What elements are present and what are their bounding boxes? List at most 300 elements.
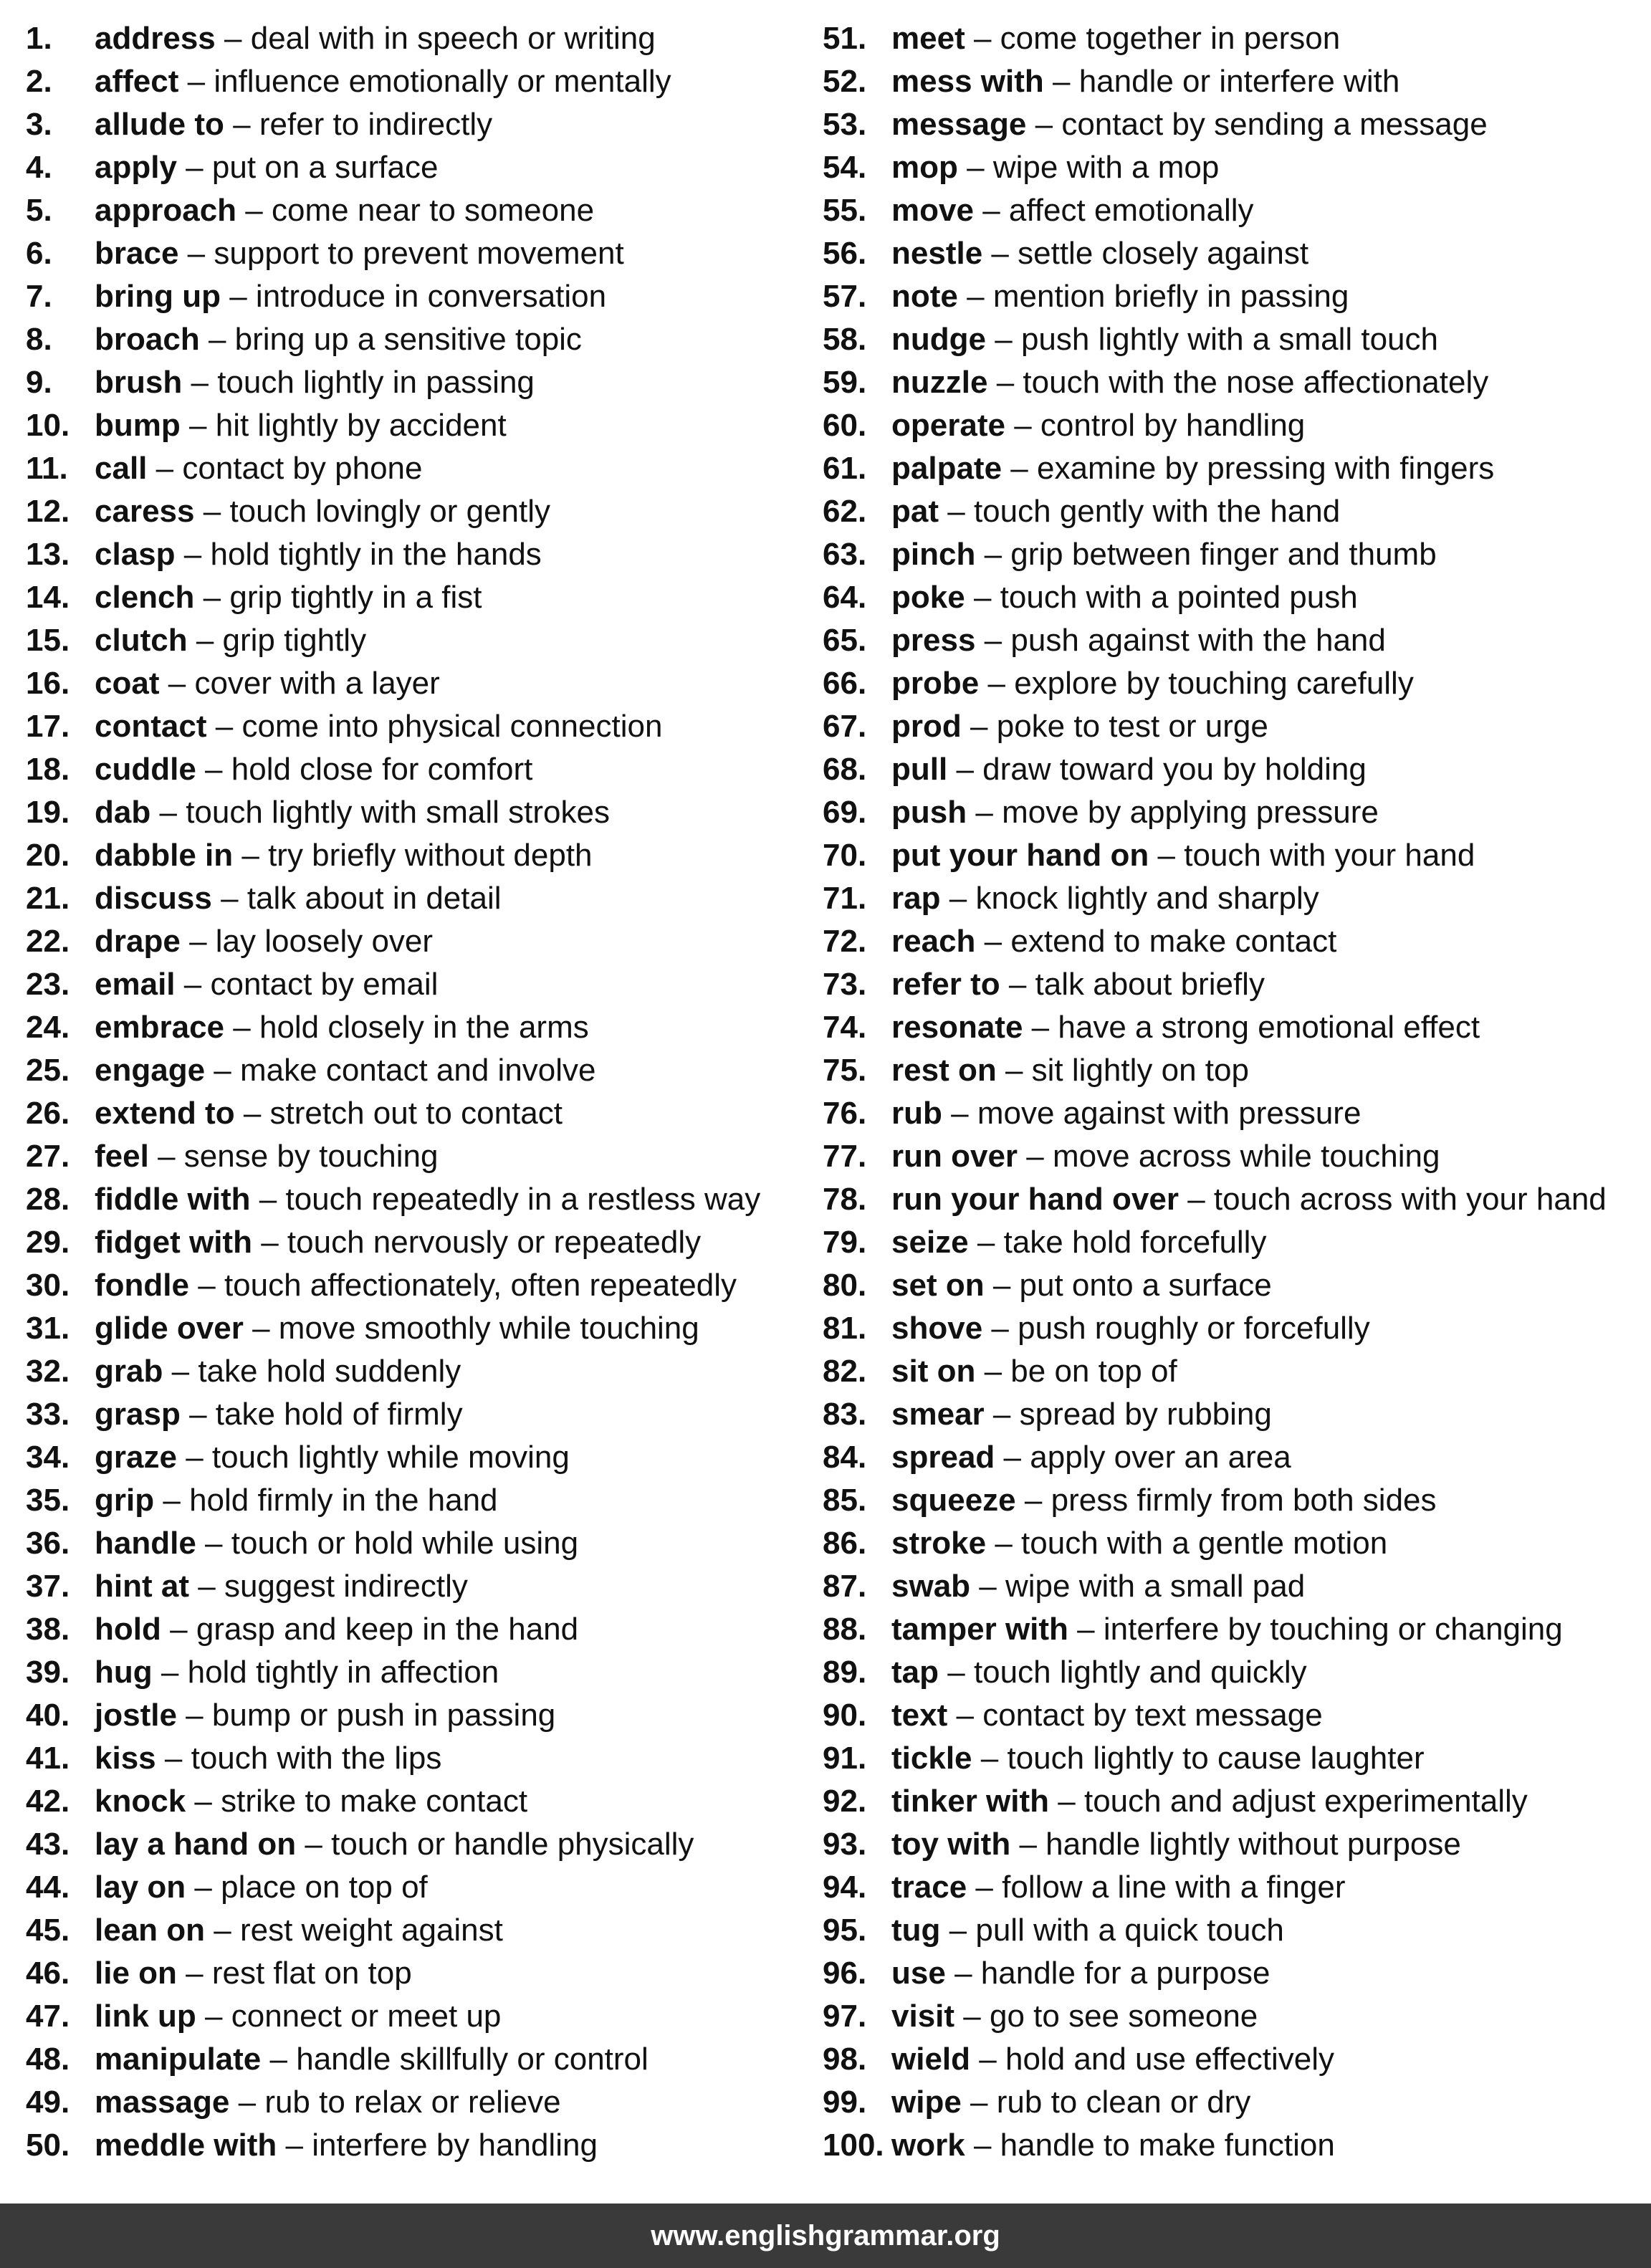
item-separator: – <box>956 1698 974 1733</box>
item-definition: touch affectionately, often repeatedly <box>224 1268 737 1303</box>
item-term: grab <box>95 1354 163 1389</box>
item-definition: come near to someone <box>272 193 595 228</box>
item-term: operate <box>891 408 1005 443</box>
item-number: 27. <box>26 1139 70 1174</box>
item-text <box>95 1866 428 1909</box>
item-term: nuzzle <box>891 365 988 400</box>
item-term: resonate <box>891 1010 1023 1045</box>
item-term: call <box>95 451 148 486</box>
item-separator: – <box>979 1569 997 1604</box>
item-number: 77. <box>823 1139 867 1174</box>
item-separator: – <box>984 537 1002 572</box>
item-separator: – <box>189 408 207 443</box>
item-term: bring up <box>95 279 221 314</box>
item-text <box>95 146 438 189</box>
item-separator: – <box>241 838 259 873</box>
item-separator: – <box>996 365 1015 400</box>
item-separator: – <box>205 752 223 787</box>
item-term: trace <box>891 1870 967 1905</box>
item-number: 53. <box>823 107 867 142</box>
item-term: apply <box>95 150 177 185</box>
item-text <box>95 1436 570 1479</box>
list-item <box>823 748 1640 791</box>
item-definition: wipe with a mop <box>992 150 1220 185</box>
item-separator: – <box>1031 1010 1050 1045</box>
item-definition: bring up a sensitive topic <box>234 322 582 357</box>
item-number: 96. <box>823 1956 867 1991</box>
item-term: use <box>891 1956 946 1991</box>
item-text <box>95 877 502 920</box>
item-term: hint at <box>95 1569 189 1604</box>
item-text <box>95 1393 463 1436</box>
item-text <box>95 920 433 963</box>
item-term: pull <box>891 752 948 787</box>
item-separator: – <box>171 1354 190 1389</box>
item-number: 48. <box>26 2042 70 2077</box>
item-definition: poke to test or urge <box>996 709 1268 744</box>
item-term: swab <box>891 1569 971 1604</box>
item-number: 81. <box>823 1311 867 1346</box>
item-term: manipulate <box>95 2042 262 2077</box>
list-item <box>26 533 814 576</box>
item-definition: take hold forcefully <box>1003 1225 1267 1260</box>
item-definition: go to see someone <box>990 1999 1258 2034</box>
list-item <box>823 189 1640 232</box>
item-definition: talk about in detail <box>247 881 502 916</box>
item-number: 56. <box>823 236 867 271</box>
item-separator: – <box>164 1741 183 1776</box>
item-number: 43. <box>26 1827 70 1862</box>
list-item <box>26 877 814 920</box>
item-separator: – <box>967 279 985 314</box>
item-definition: push roughly or forcefully <box>1018 1311 1370 1346</box>
item-term: run over <box>891 1139 1018 1174</box>
list-item <box>26 2124 814 2167</box>
list-item <box>823 533 1640 576</box>
item-definition: explore by touching carefully <box>1014 666 1414 701</box>
item-separator: – <box>947 1655 965 1690</box>
item-definition: sit lightly on top <box>1031 1053 1249 1088</box>
item-text <box>95 2124 598 2167</box>
item-definition: touch with a gentle motion <box>1021 1526 1388 1561</box>
item-text <box>891 533 1437 576</box>
list-item <box>26 1565 814 1608</box>
list-item <box>823 275 1640 318</box>
item-term: lie on <box>95 1956 177 1991</box>
item-separator: – <box>980 1741 999 1776</box>
list-item <box>823 146 1640 189</box>
item-term: grasp <box>95 1397 181 1432</box>
list-item <box>26 1737 814 1780</box>
item-text <box>95 1909 503 1952</box>
item-definition: touch with the lips <box>191 1741 442 1776</box>
item-text <box>95 1092 563 1135</box>
item-text <box>891 877 1319 920</box>
item-definition: take hold suddenly <box>198 1354 461 1389</box>
item-definition: push against with the hand <box>1010 623 1386 658</box>
list-item <box>26 1221 814 1264</box>
list-item <box>823 2124 1640 2167</box>
item-number: 73. <box>823 967 867 1002</box>
item-definition: touch lightly while moving <box>211 1440 570 1475</box>
item-separator: – <box>214 1913 231 1948</box>
item-separator: – <box>951 1096 969 1131</box>
item-text <box>95 2081 561 2124</box>
item-number: 69. <box>823 795 867 830</box>
item-text <box>891 1608 1563 1651</box>
item-separator: – <box>170 1612 188 1647</box>
item-term: wipe <box>891 2085 962 2120</box>
item-separator: – <box>191 365 209 400</box>
item-term: clutch <box>95 623 188 658</box>
item-term: hold <box>95 1612 161 1647</box>
item-term: extend to <box>95 1096 235 1131</box>
item-number: 52. <box>823 64 867 99</box>
item-term: push <box>891 795 967 830</box>
list-item <box>26 1522 814 1565</box>
item-separator: – <box>987 666 1005 701</box>
item-separator: – <box>269 2042 287 2077</box>
item-definition: connect or meet up <box>231 1999 502 2034</box>
item-definition: rub to clean or dry <box>996 2085 1251 2120</box>
item-separator: – <box>1008 967 1027 1002</box>
item-definition: touch lightly and quickly <box>973 1655 1307 1690</box>
item-number: 38. <box>26 1612 70 1647</box>
item-text <box>891 1092 1361 1135</box>
item-separator: – <box>168 666 186 701</box>
item-definition: rub to relax or relieve <box>264 2085 561 2120</box>
item-separator: – <box>977 1225 995 1260</box>
item-definition: spread by rubbing <box>1019 1397 1272 1432</box>
item-text <box>891 705 1268 748</box>
item-term: engage <box>95 1053 206 1088</box>
list-item <box>26 2038 814 2081</box>
item-text <box>891 404 1305 447</box>
item-number: 42. <box>26 1784 70 1819</box>
item-term: tickle <box>891 1741 972 1776</box>
item-text <box>95 576 482 619</box>
item-text <box>95 834 593 877</box>
item-text <box>891 1522 1387 1565</box>
item-definition: contact by phone <box>182 451 423 486</box>
list-item <box>26 1694 814 1737</box>
item-definition: touch and adjust experimentally <box>1083 1784 1528 1819</box>
footer-bar <box>0 2204 1651 2268</box>
item-term: pat <box>891 494 939 529</box>
item-term: approach <box>95 193 237 228</box>
item-separator: – <box>158 1139 176 1174</box>
item-term: stroke <box>891 1526 987 1561</box>
item-definition: contact by email <box>210 967 439 1002</box>
item-term: caress <box>95 494 195 529</box>
item-definition: come together in person <box>1000 21 1341 56</box>
item-number: 94. <box>823 1870 867 1905</box>
item-text <box>891 447 1494 490</box>
item-number: 40. <box>26 1698 70 1733</box>
item-separator: – <box>992 1397 1011 1432</box>
item-separator: – <box>285 2128 303 2163</box>
item-definition: apply over an area <box>1030 1440 1291 1475</box>
item-number: 80. <box>823 1268 867 1303</box>
item-text <box>95 447 422 490</box>
item-definition: rest flat on top <box>211 1956 412 1991</box>
list-item <box>823 1049 1640 1092</box>
item-term: seize <box>891 1225 969 1260</box>
item-separator: – <box>229 279 247 314</box>
item-separator: – <box>973 580 992 615</box>
item-separator: – <box>975 1870 993 1905</box>
item-number: 68. <box>823 752 867 787</box>
item-separator: – <box>183 967 202 1002</box>
item-number: 72. <box>823 924 867 959</box>
list-item <box>26 1909 814 1952</box>
item-separator: – <box>982 193 1000 228</box>
item-separator: – <box>208 322 226 357</box>
item-text <box>95 1264 737 1307</box>
item-definition: touch or hold while using <box>231 1526 579 1561</box>
item-number: 51. <box>823 21 867 56</box>
item-number: 65. <box>823 623 867 658</box>
item-text <box>95 1694 555 1737</box>
item-separator: – <box>970 2085 988 2120</box>
item-separator: – <box>995 322 1013 357</box>
item-text <box>891 1350 1177 1393</box>
item-term: address <box>95 21 216 56</box>
list-item <box>26 1006 814 1049</box>
item-text <box>95 490 550 533</box>
item-number: 55. <box>823 193 867 228</box>
item-text <box>891 1995 1258 2038</box>
item-number: 35. <box>26 1483 70 1518</box>
item-separator: – <box>189 924 207 959</box>
item-number: 49. <box>26 2085 70 2120</box>
item-definition: interfere by touching or changing <box>1103 1612 1563 1647</box>
item-text <box>891 1737 1425 1780</box>
item-number: 88. <box>823 1612 867 1647</box>
item-term: graze <box>95 1440 177 1475</box>
item-separator: – <box>947 494 965 529</box>
item-term: text <box>891 1698 948 1733</box>
item-separator: – <box>203 580 221 615</box>
item-number: 74. <box>823 1010 867 1045</box>
item-text <box>891 1479 1437 1522</box>
item-text <box>891 1780 1528 1823</box>
item-term: probe <box>891 666 980 701</box>
item-definition: support to prevent movement <box>214 236 624 271</box>
item-number: 28. <box>26 1182 70 1217</box>
item-definition: touch nervously or repeatedly <box>287 1225 702 1260</box>
item-number: 93. <box>823 1827 867 1862</box>
list-item <box>823 1092 1640 1135</box>
item-separator: – <box>984 623 1002 658</box>
item-term: tap <box>891 1655 939 1690</box>
item-number: 78. <box>823 1182 867 1217</box>
item-term: pinch <box>891 537 976 572</box>
item-separator: – <box>186 1440 204 1475</box>
list-item <box>823 1737 1640 1780</box>
item-term: move <box>891 193 974 228</box>
item-number: 58. <box>823 322 867 357</box>
item-separator: – <box>991 1311 1009 1346</box>
item-term: refer to <box>891 967 1000 1002</box>
item-definition: sense by touching <box>183 1139 439 1174</box>
item-definition: hold tightly in affection <box>187 1655 499 1690</box>
item-term: tinker with <box>891 1784 1050 1819</box>
item-text <box>891 1049 1249 1092</box>
item-text <box>95 705 662 748</box>
item-separator: – <box>1058 1784 1076 1819</box>
item-definition: move against with pressure <box>977 1096 1362 1131</box>
list-item <box>823 2038 1640 2081</box>
item-term: clasp <box>95 537 176 572</box>
list-item <box>823 1780 1640 1823</box>
item-number: 44. <box>26 1870 70 1905</box>
item-term: note <box>891 279 958 314</box>
item-text <box>891 791 1379 834</box>
item-number: 21. <box>26 881 70 916</box>
item-separator: – <box>305 1827 322 1862</box>
item-number: 23. <box>26 967 70 1002</box>
footer-url[interactable]: www.englishgrammar.org <box>651 2220 1000 2252</box>
item-separator: – <box>970 709 988 744</box>
item-number: 67. <box>823 709 867 744</box>
item-number: 34. <box>26 1440 70 1475</box>
list-item <box>823 1995 1640 2038</box>
item-number: 70. <box>823 838 867 873</box>
list-item <box>823 1651 1640 1694</box>
item-definition: place on top of <box>221 1870 428 1905</box>
list-item <box>26 318 814 361</box>
item-text <box>891 920 1336 963</box>
item-text <box>891 963 1265 1006</box>
item-separator: – <box>1014 408 1032 443</box>
item-text <box>891 1393 1272 1436</box>
item-term: embrace <box>95 1010 225 1045</box>
item-term: lay on <box>95 1870 186 1905</box>
item-text <box>891 60 1399 103</box>
item-separator: – <box>1019 1827 1037 1862</box>
item-number: 64. <box>823 580 867 615</box>
item-definition: move smoothly while touching <box>278 1311 699 1346</box>
item-separator: – <box>186 150 204 185</box>
item-text <box>891 2038 1334 2081</box>
item-term: lean on <box>95 1913 206 1948</box>
item-definition: come into physical connection <box>241 709 663 744</box>
item-text <box>95 662 440 705</box>
list-item <box>26 619 814 662</box>
item-number: 92. <box>823 1784 867 1819</box>
item-term: work <box>891 2128 965 2163</box>
item-term: affect <box>95 64 179 99</box>
list-item <box>26 232 814 275</box>
item-number: 15. <box>26 623 70 658</box>
item-definition: lay loosely over <box>215 924 434 959</box>
item-separator: – <box>186 1698 204 1733</box>
item-separator: – <box>198 1569 216 1604</box>
item-definition: hit lightly by accident <box>215 408 507 443</box>
item-separator: – <box>984 1354 1002 1389</box>
item-separator: – <box>252 1311 270 1346</box>
item-number: 99. <box>823 2085 867 2120</box>
item-text <box>891 619 1386 662</box>
item-number: 76. <box>823 1096 867 1131</box>
list-item <box>823 1866 1640 1909</box>
list-item <box>823 1006 1640 1049</box>
list-item <box>26 103 814 146</box>
item-term: poke <box>891 580 965 615</box>
list-item <box>823 1221 1640 1264</box>
item-term: shove <box>891 1311 983 1346</box>
item-number: 10. <box>26 408 70 443</box>
item-separator: – <box>979 2042 997 2077</box>
item-text <box>891 146 1219 189</box>
item-text <box>95 60 671 103</box>
list-item <box>26 361 814 404</box>
item-definition: be on top of <box>1010 1354 1177 1389</box>
item-text <box>95 1135 438 1178</box>
item-term: jostle <box>95 1698 177 1733</box>
item-definition: touch lightly to cause laughter <box>1007 1741 1425 1776</box>
item-number: 60. <box>823 408 867 443</box>
list-item <box>823 1909 1640 1952</box>
item-number: 31. <box>26 1311 70 1346</box>
item-separator: – <box>189 1397 207 1432</box>
item-term: lay a hand on <box>95 1827 297 1862</box>
item-text <box>95 791 610 834</box>
item-separator: – <box>949 881 967 916</box>
item-term: fidget with <box>95 1225 252 1260</box>
list-item <box>26 1436 814 1479</box>
item-term: meddle with <box>95 2128 277 2163</box>
item-number: 59. <box>823 365 867 400</box>
item-separator: – <box>949 1913 967 1948</box>
item-number: 63. <box>823 537 867 572</box>
item-separator: – <box>198 1268 216 1303</box>
item-number: 98. <box>823 2042 867 2077</box>
item-term: message <box>891 107 1027 142</box>
list-item <box>26 1995 814 2038</box>
item-text <box>891 1436 1291 1479</box>
item-separator: – <box>203 494 221 529</box>
list-item <box>823 1350 1640 1393</box>
item-number: 95. <box>823 1913 867 1948</box>
item-definition: hold closely in the arms <box>259 1010 589 1045</box>
list-item <box>823 1565 1640 1608</box>
item-definition: handle or interfere with <box>1078 64 1400 99</box>
item-definition: examine by pressing with fingers <box>1037 451 1495 486</box>
item-text <box>95 1995 501 2038</box>
item-term: tug <box>891 1913 941 1948</box>
item-text <box>891 103 1488 146</box>
item-number: 13. <box>26 537 70 572</box>
item-number: 4. <box>26 150 52 185</box>
item-definition: put on a surface <box>211 150 439 185</box>
list-item <box>26 17 814 60</box>
item-definition: handle for a purpose <box>980 1956 1270 1991</box>
item-number: 18. <box>26 752 70 787</box>
item-number: 6. <box>26 236 52 271</box>
item-term: bump <box>95 408 181 443</box>
item-term: massage <box>95 2085 230 2120</box>
item-text <box>891 1565 1305 1608</box>
item-definition: suggest indirectly <box>224 1569 468 1604</box>
item-separator: – <box>954 1956 972 1991</box>
item-definition: strike to make contact <box>221 1784 528 1819</box>
item-separator: – <box>984 924 1002 959</box>
list-item <box>26 1307 814 1350</box>
item-number: 25. <box>26 1053 70 1088</box>
list-item <box>823 1479 1640 1522</box>
